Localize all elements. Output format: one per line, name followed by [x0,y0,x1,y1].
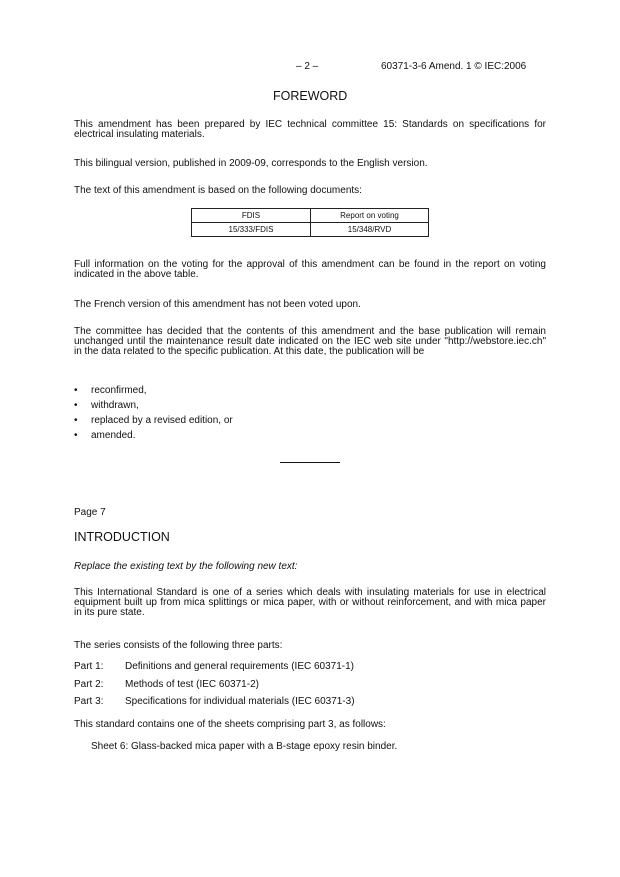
introduction-paragraph-3: This standard contains one of the sheets comprising part 3, as follows: [74,719,386,730]
page-number: – 2 – [296,61,319,72]
bullet-icon: • [74,430,78,441]
introduction-title: INTRODUCTION [74,530,170,544]
part-text: Specifications for individual materials (IEC 60371-3) [125,696,355,707]
foreword-paragraph-4: Full information on the voting for the approval of this amendment can be found in the report on voting indicated in the above table. [74,259,546,281]
bullet-icon: • [74,415,78,426]
list-item: amended. [91,430,136,441]
table-row [192,223,429,237]
table-header-row [192,209,429,223]
table-header-report: Report on voting [311,209,429,223]
foreword-title: FOREWORD [273,89,348,103]
part-text: Methods of test (IEC 60371-2) [125,679,259,690]
list-item: reconfirmed, [91,385,147,396]
standard-reference: 60371-3-6 Amend. 1 © IEC:2006 [381,61,527,72]
introduction-instruction: Replace the existing text by the following new text: [74,561,298,572]
table-header-fdis: FDIS [192,209,311,223]
bullet-icon: • [74,385,78,396]
list-item: replaced by a revised edition, or [91,415,233,426]
part-label: Part 3: [74,696,104,707]
table-cell-rvd: 15/348/RVD [311,223,429,237]
part-text: Definitions and general requirements (IEC 60371-1) [125,661,355,672]
foreword-paragraph-5: The French version of this amendment has not been voted upon. [74,299,361,310]
foreword-paragraph-2: This bilingual version, published in 2009-09, corresponds to the English version. [74,158,428,169]
table-cell-fdis: 15/333/FDIS [192,223,311,237]
foreword-paragraph-6: The committee has decided that the contents of this amendment and the base publication will remain unchanged until the maintenance result date indicated on the IEC web site under "http://webstore.iec.ch" in the data related to the specific publication. At this date, the publication will be [74,326,546,358]
sheet-description: Sheet 6: Glass-backed mica paper with a B-stage epoxy resin binder. [91,741,398,752]
part-label: Part 1: [74,661,104,672]
page-reference: Page 7 [74,507,106,518]
section-divider [280,462,340,463]
part-label: Part 2: [74,679,104,690]
foreword-paragraph-3: The text of this amendment is based on the following documents: [74,185,362,196]
foreword-paragraph-1: This amendment has been prepared by IEC technical committee 15: Standards on specifications for electrical insulating materials. [74,119,546,141]
list-item: withdrawn, [91,400,139,411]
documents-table [191,208,429,237]
introduction-paragraph-1: This International Standard is one of a series which deals with insulating materials for use in electrical equipment built up from mica splittings or mica paper, with or without reinforcement, and with mica paper in its pure state. [74,587,546,619]
introduction-paragraph-2: The series consists of the following three parts: [74,640,283,651]
bullet-icon: • [74,400,78,411]
